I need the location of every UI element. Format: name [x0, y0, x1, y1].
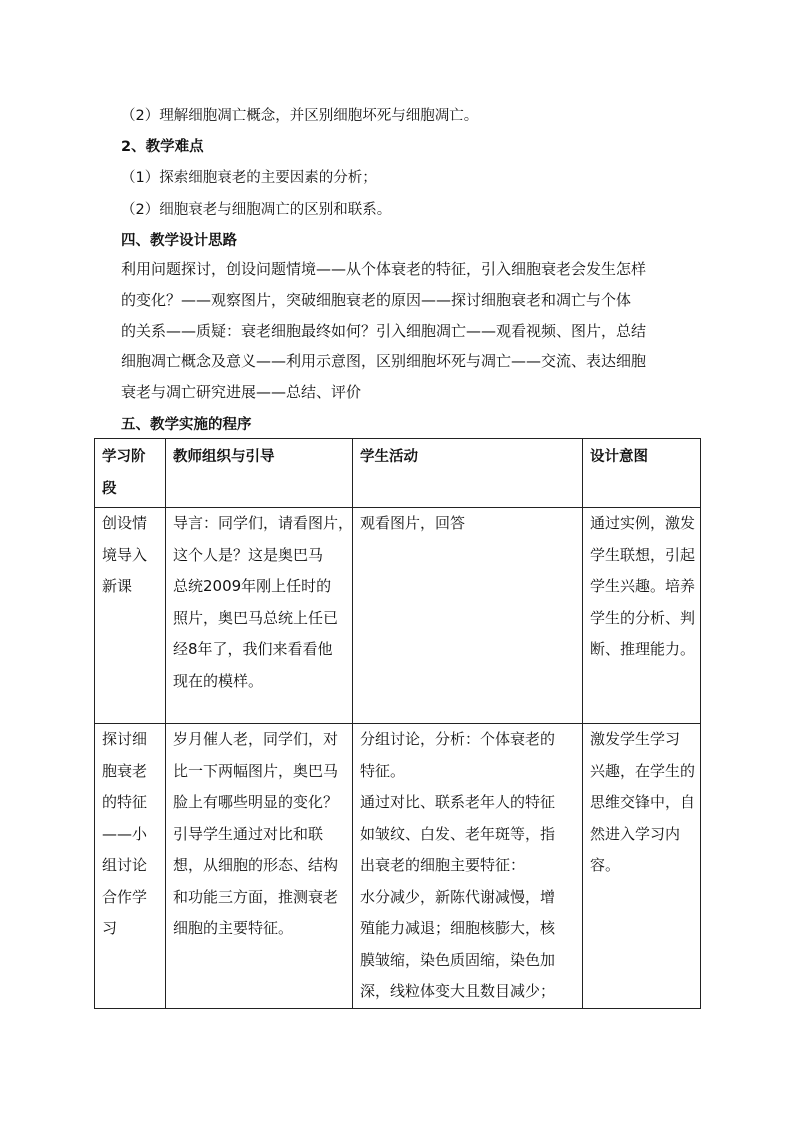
cell-line: 这个人是？这是奥巴马 — [173, 545, 324, 564]
cell-line: 导言：同学们，请看图片， — [173, 514, 354, 532]
cell-line: 然进入学习内 — [590, 824, 681, 843]
cell-line: 分组讨论，分析：个体衰老的 — [360, 730, 556, 748]
cell-line: 新课 — [102, 577, 133, 595]
cell-line: 殖能力减退；细胞核膨大，核 — [360, 919, 556, 937]
header-text: 学习阶 — [102, 449, 146, 465]
design-idea-paragraph — [121, 254, 681, 408]
stage-cell — [95, 508, 166, 724]
header-text: 学生活动 — [360, 449, 418, 465]
table-row — [95, 508, 701, 724]
cell-line: 通过对比、联系老年人的特征 — [360, 793, 556, 811]
table-row — [95, 724, 701, 1009]
cell-line: 胞衰老 — [102, 761, 148, 780]
header-text: 设计意图 — [590, 449, 648, 465]
difficulty-line-1: （1）探索细胞衰老的主要因素的分析； — [121, 170, 377, 186]
objective-line-2: （2）理解细胞凋亡概念，并区别细胞坏死与细胞凋亡。 — [121, 108, 479, 124]
cell-line: 通过实例，激发 — [590, 514, 696, 532]
cell-line: 现在的模样。 — [173, 671, 264, 690]
teacher-cell — [166, 724, 353, 1009]
cell-line: 想，从细胞的形态、结构 — [173, 856, 339, 874]
header-student — [353, 439, 583, 508]
header-teacher — [166, 439, 353, 508]
cell-line: 总统2009年刚上任时的 — [173, 577, 332, 595]
stage-cell — [95, 724, 166, 1009]
intent-cell — [583, 724, 701, 1009]
header-text: 段 — [102, 480, 117, 497]
cell-line: 容。 — [590, 856, 621, 874]
design-idea-line: 细胞凋亡概念及意义——利用示意图，区别细胞坏死与凋亡——交流、表达细胞 — [121, 352, 647, 371]
cell-line: 细胞的主要特征。 — [173, 919, 294, 937]
cell-line: 兴趣，在学生的 — [590, 761, 696, 780]
cell-line: 断、推理能力。 — [590, 640, 696, 658]
cell-line: 思维交锋中，自 — [590, 793, 696, 811]
difficulty-line-2: （2）细胞衰老与细胞凋亡的区别和联系。 — [121, 202, 392, 218]
design-idea-line: 利用问题探讨，创设问题情境——从个体衰老的特征，引入细胞衰老会发生怎样 — [121, 260, 647, 278]
cell-line: 组讨论 — [102, 856, 148, 874]
cell-line: 出衰老的细胞主要特征： — [360, 856, 526, 874]
cell-line: 深，线粒体变大且数目减少； — [360, 982, 556, 1000]
cell-line: 学生的分析、判 — [590, 608, 696, 627]
cell-line: 学生兴趣。培养 — [590, 577, 696, 595]
cell-line: 激发学生学习 — [590, 730, 681, 748]
cell-line: 观看图片，回答 — [360, 514, 466, 532]
cell-line: 特征。 — [360, 761, 406, 780]
design-idea-line: 的关系——质疑：衰老细胞最终如何？引入细胞凋亡——观看视频、图片，总结 — [121, 321, 647, 340]
cell-line: 境导入 — [102, 545, 148, 564]
cell-line: 比一下两幅图片，奥巴马 — [173, 761, 339, 780]
header-text: 教师组织与引导 — [173, 449, 275, 465]
header-intent — [583, 439, 701, 508]
cell-line: 膜皱缩，染色质固缩，染色加 — [360, 950, 556, 969]
cell-line: 经8年了，我们来看看他 — [173, 640, 333, 658]
teaching-procedure-table — [94, 438, 701, 1009]
cell-line: 岁月催人老，同学们，对 — [173, 730, 339, 748]
cell-line: 的特征 — [102, 793, 148, 811]
cell-line: 如皱纹、白发、老年斑等，指 — [360, 824, 556, 843]
cell-line: 水分减少，新陈代谢减慢，增 — [360, 887, 556, 906]
cell-line: 创设情 — [102, 514, 148, 532]
cell-line: 引导学生通过对比和联 — [173, 824, 324, 843]
cell-line: 习 — [102, 919, 118, 937]
cell-line: 和功能三方面，推测衰老 — [173, 887, 339, 906]
difficulty-heading: 2、教学难点 — [121, 139, 204, 155]
cell-line: ——小 — [102, 824, 148, 843]
table-header-row — [95, 439, 701, 508]
design-idea-line: 衰老与凋亡研究进展——总结、评价 — [121, 383, 362, 402]
student-cell — [353, 724, 583, 1009]
section-5-heading: 五、教学实施的程序 — [121, 417, 252, 433]
cell-line: 照片，奥巴马总统上任已 — [173, 608, 339, 627]
intent-cell — [583, 508, 701, 724]
header-stage — [95, 439, 166, 508]
student-cell — [353, 508, 583, 724]
cell-line: 合作学 — [102, 887, 148, 906]
cell-line: 脸上有哪些明显的变化？ — [173, 793, 339, 811]
cell-line: 探讨细 — [102, 730, 148, 748]
cell-line: 学生联想，引起 — [590, 545, 696, 564]
section-4-heading: 四、教学设计思路 — [121, 233, 237, 249]
design-idea-line: 的变化？——观察图片，突破细胞衰老的原因——探讨细胞衰老和凋亡与个体 — [121, 290, 632, 309]
teacher-cell — [166, 508, 353, 724]
